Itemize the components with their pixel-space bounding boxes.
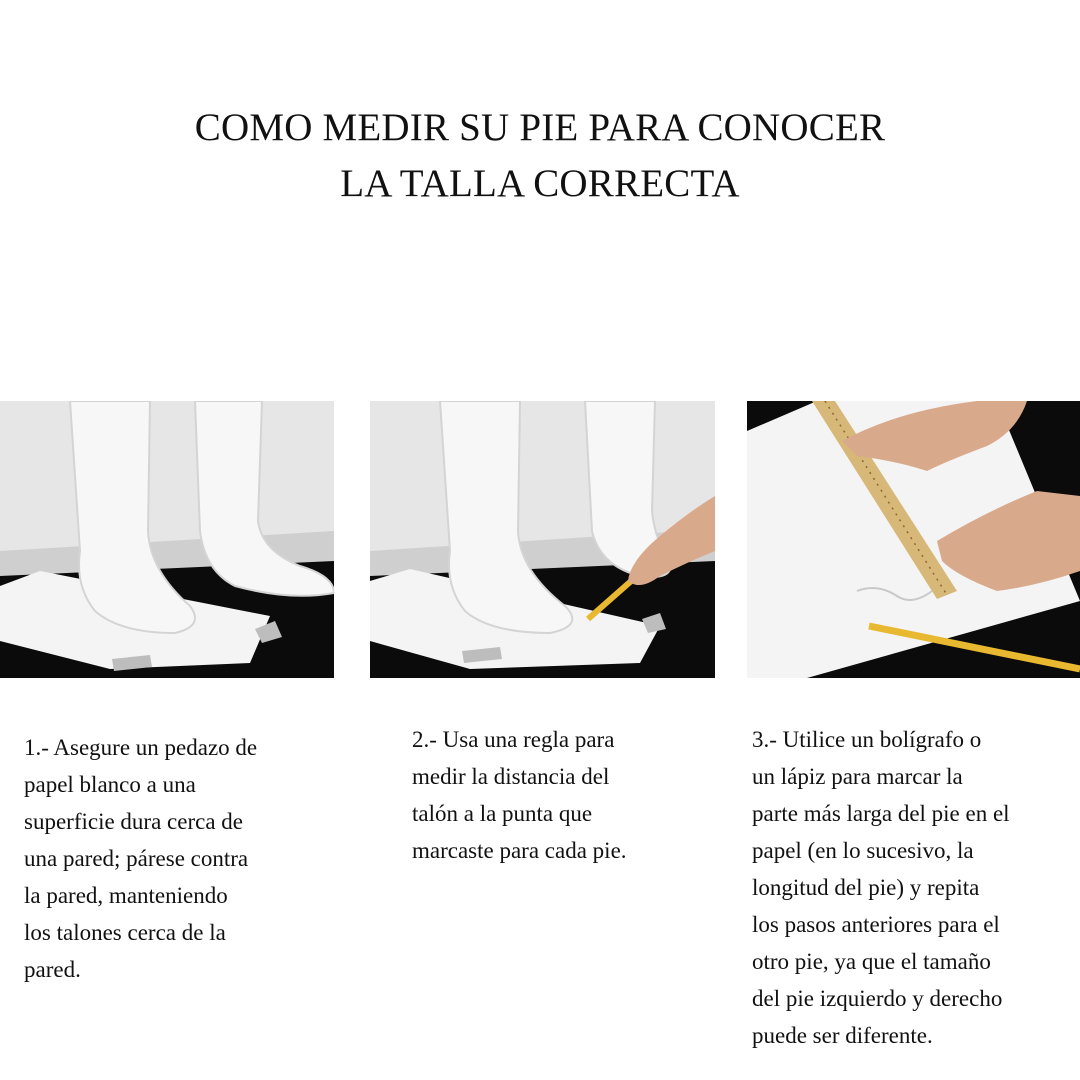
step-2-line: 2.- Usa una regla para — [412, 727, 615, 752]
step-2-line: marcaste para cada pie. — [412, 838, 627, 863]
step-3-line: del pie izquierdo y derecho — [752, 986, 1003, 1011]
step-3-line: un lápiz para marcar la — [752, 764, 963, 789]
step-3-line: otro pie, ya que el tamaño — [752, 949, 991, 974]
step-1-line: los talones cerca de la — [24, 920, 226, 945]
step-1-line: papel blanco a una — [24, 772, 196, 797]
step-1-line: la pared, manteniendo — [24, 883, 228, 908]
photo-step-3-measuring-with-ruler — [747, 401, 1080, 678]
step-3-line: los pasos anteriores para el — [752, 912, 1000, 937]
step-2-line: medir la distancia del — [412, 764, 610, 789]
step-1-line: superficie dura cerca de — [24, 809, 243, 834]
step-3-line: papel (en lo sucesivo, la — [752, 838, 974, 863]
step-1-line: 1.- Asegure un pedazo de — [24, 735, 258, 760]
title-line-1: COMO MEDIR SU PIE PARA CONOCER — [194, 106, 886, 149]
photo-step-2-marking-toe — [370, 401, 715, 678]
title-line-2: LA TALLA CORRECTA — [340, 162, 740, 205]
step-3-line: parte más larga del pie en el — [752, 801, 1010, 826]
step-3-text — [752, 721, 1010, 1054]
step-3-line: puede ser diferente. — [752, 1023, 933, 1048]
step-1-line: una pared; párese contra — [24, 846, 249, 871]
step-3-line: longitud del pie) y repita — [752, 875, 980, 900]
step-1-text — [24, 729, 257, 988]
photo-step-1-standing-on-paper — [0, 401, 334, 678]
step-2-text — [412, 721, 627, 869]
step-1-line: pared. — [24, 957, 81, 982]
page-title — [0, 100, 1080, 212]
step-3-line: 3.- Utilice un bolígrafo o — [752, 727, 982, 752]
step-2-line: talón a la punta que — [412, 801, 593, 826]
